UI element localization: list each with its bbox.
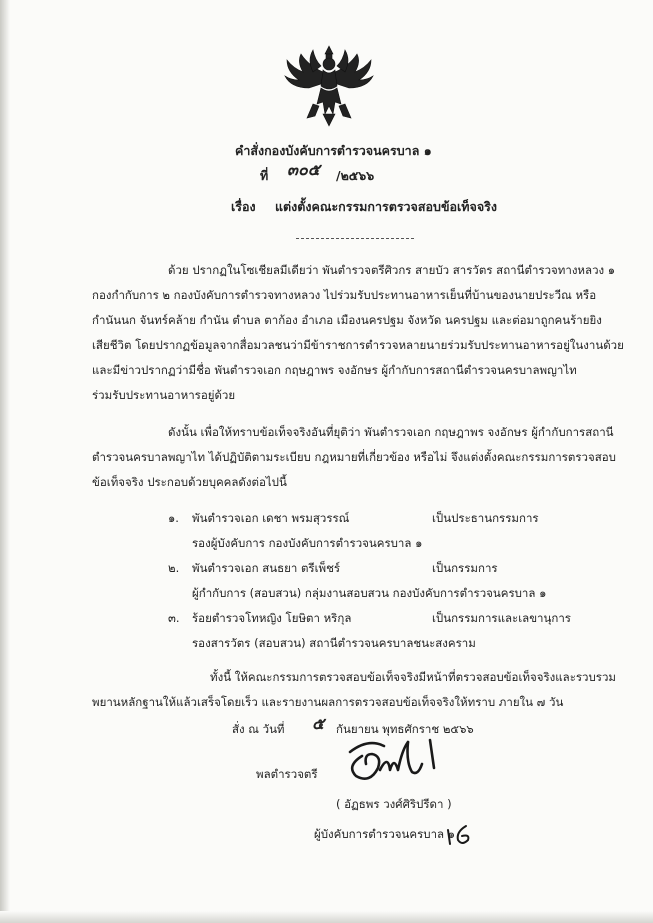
member-2-position: ผู้กำกับการ (สอบสวน) กลุ่มงานสอบสวน กองบังคับการตำรวจนครบาล ๑	[192, 586, 547, 600]
member-1-name: พันตำรวจเอก เดชา พรมสุวรรณ์	[192, 511, 350, 525]
para1-line-3: กำนันนก จันทร์คล้าย กำนัน ตำบล ตาก้อง อำเภอ เมืองนครปฐม จังหวัด นครปฐม และต่อมาถูกคนร้ายยิง	[92, 313, 602, 327]
member-2-name: พันตำรวจเอก สนธยา ตรีเพ็ชร์	[192, 561, 341, 575]
scan-shadow-bottom	[0, 911, 653, 923]
order-number-prefix: ที่	[260, 168, 269, 183]
member-3-name: ร้อยตำรวจโทหญิง โยษิตา หริกุล	[192, 611, 352, 625]
para3-line-2: พยานหลักฐานให้แล้วเสร็จโดยเร็ว และรายงานผลการตรวจสอบข้อเท็จจริงให้ทราบ ภายใน ๗ วัน	[92, 695, 564, 709]
para2-line-3: ข้อเท็จจริง ประกอบด้วยบุคคลดังต่อไปนี้	[92, 475, 287, 489]
header-divider	[296, 238, 414, 239]
ordered-on-prefix: สั่ง ณ วันที่	[232, 722, 285, 736]
member-1-role: เป็นประธานกรรมการ	[432, 511, 539, 525]
para2-line-1: ดังนั้น เพื่อให้ทราบข้อเท็จจริงอันที่ยุติว่า พันตำรวจเอก กฤษฎาพร จงอักษร ผู้กำกับการสถานี	[168, 425, 614, 439]
order-title: คำสั่งกองบังคับการตำรวจนครบาล ๑	[235, 143, 432, 158]
para1-line-5: และมีข่าวปรากฏว่ามีชื่อ พันตำรวจเอก กฤษฎาพร จงอักษร ผู้กำกับการสถานีตำรวจนครบาลพญาไท	[92, 363, 577, 377]
para1-line-6: ร่วมรับประทานอาหารอยู่ด้วย	[92, 388, 236, 402]
para2-line-2: ตำรวจนครบาลพญาไท ได้ปฏิบัติตามระเบียบ กฎหมายที่เกี่ยวข้อง หรือไม่ จึงแต่งตั้งคณะกรรมการตรวจสอบ	[92, 450, 616, 464]
signer-title: ผู้บังคับการตำรวจนครบาล ๑	[314, 827, 456, 841]
para1-line-4: เสียชีวิต โดยปรากฏข้อมูลจากสื่อมวลชนว่ามีข้าราชการตำรวจหลายนายร่วมรับประทานอาหารอยู่ในงานด้วย	[92, 338, 624, 352]
subject-text: แต่งตั้งคณะกรรมการตรวจสอบข้อเท็จจริง	[275, 199, 497, 214]
handwritten-initial-icon	[444, 822, 472, 848]
member-3-role: เป็นกรรมการและเลขานุการ	[432, 611, 571, 625]
member-2-role: เป็นกรรมการ	[432, 561, 498, 575]
para3-line-1: ทั้งนี้ ให้คณะกรรมการตรวจสอบข้อเท็จจริงมีหน้าที่ตรวจสอบข้อเท็จจริงและรวบรวม	[210, 670, 617, 684]
scan-shadow-left	[0, 0, 10, 923]
member-3-number: ๓.	[168, 611, 180, 625]
month-year: กันยายน พุทธศักราช ๒๕๖๖	[336, 722, 474, 736]
member-3-position: รองสารวัตร (สอบสวน) สถานีตำรวจนครบาลชนะสงคราม	[192, 636, 476, 650]
order-number-year: /๒๕๖๖	[336, 168, 375, 183]
signer-rank: พลตำรวจตรี	[256, 767, 318, 781]
order-number-handwritten: ๓๐๕	[287, 160, 320, 179]
subject-label: เรื่อง	[231, 199, 256, 214]
garuda-emblem-icon	[283, 42, 375, 128]
para1-line-2: กองกำกับการ ๒ กองบังคับการตำรวจทางหลวง ไปร่วมรับประทานอาหารเย็นที่บ้านของนายประวีณ หรือ	[92, 288, 597, 302]
member-1-position: รองผู้บังคับการ กองบังคับการตำรวจนครบาล ๑	[192, 536, 423, 550]
member-1-number: ๑.	[168, 511, 179, 525]
handwritten-signature-icon	[338, 732, 448, 784]
day-handwritten: ๕	[312, 714, 325, 733]
member-2-number: ๒.	[168, 561, 180, 575]
signer-name: ( อัฏธพร วงศ์ศิริปรีดา )	[336, 797, 452, 811]
para1-line-1: ด้วย ปรากฏในโซเชียลมีเดียว่า พันตำรวจตรีศิวกร สายบัว สารวัตร สถานีตำรวจทางหลวง ๑	[168, 263, 616, 277]
